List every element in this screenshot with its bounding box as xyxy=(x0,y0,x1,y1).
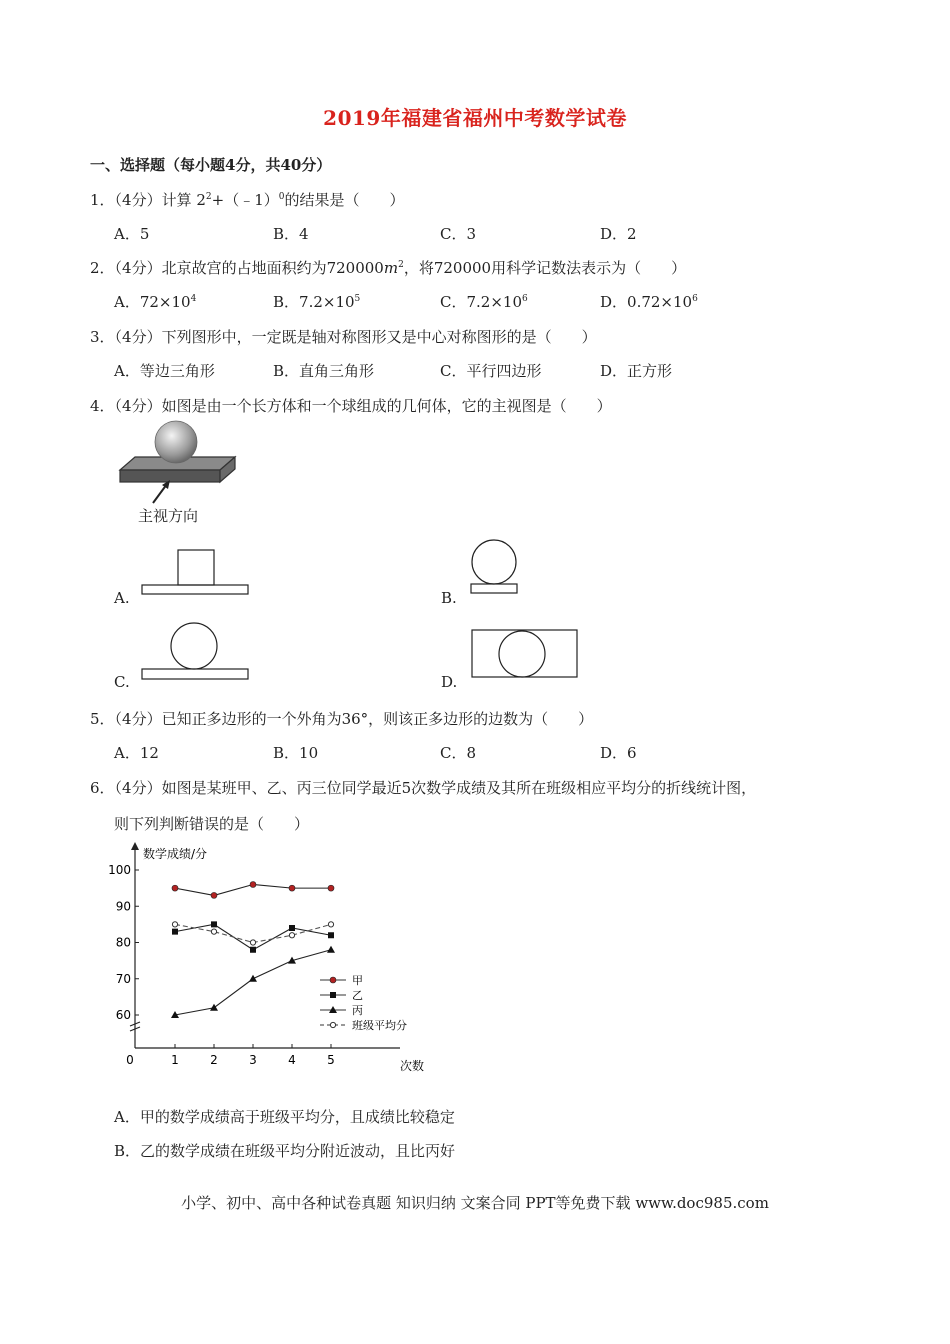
q1-sup1: 2 xyxy=(205,192,212,202)
data-point-s2-4 xyxy=(289,925,295,931)
x-tick-label: 2 xyxy=(210,1053,218,1067)
page-title: 2019年福建省福州中考数学试卷 xyxy=(323,106,627,130)
data-point-s2-2 xyxy=(211,921,217,927)
q1-option-c: C．3 xyxy=(440,225,477,243)
data-point-s2-1 xyxy=(172,929,178,935)
data-point-s4-3 xyxy=(250,940,255,945)
q4-option-d: D. xyxy=(441,673,458,691)
series-line-3 xyxy=(175,950,331,1015)
y-tick-label: 60 xyxy=(115,1008,131,1022)
q2-option-d: D．$0.72\times 10^6$ xyxy=(600,293,698,311)
q4-option-c: C. xyxy=(114,673,130,691)
q2-text-pre: 2．（4分）北京故宫的占地面积约为720000 xyxy=(90,259,384,277)
legend-marker-1 xyxy=(330,977,336,983)
question-3: 3．（4分）下列图形中，一定既是轴对称图形又是中心对称图形的是（ ） xyxy=(90,328,597,346)
q2-option-b: B．$7.2\times 10^5$ xyxy=(273,293,361,311)
y-tick-label: 80 xyxy=(115,935,131,950)
q2-option-c: C．$7.2\times 10^6$ xyxy=(440,293,528,311)
y-axis-label: 数学成绩/分 xyxy=(143,847,208,861)
data-point-s2-3 xyxy=(250,947,256,953)
legend-marker-4 xyxy=(330,1022,335,1027)
data-point-s4-2 xyxy=(211,929,216,934)
q4-option-b-figure xyxy=(468,538,523,598)
x-tick-label: 4 xyxy=(288,1053,296,1067)
q3-option-d: D．正方形 xyxy=(600,362,673,380)
legend-label-1: 甲 xyxy=(352,974,363,987)
q1-option-d: D．2 xyxy=(600,225,637,243)
q6-option-a: A．甲的数学成绩高于班级平均分，且成绩比较稳定 xyxy=(114,1108,455,1126)
data-point-s1-1 xyxy=(172,885,178,891)
q4-option-b: B. xyxy=(441,589,457,607)
data-point-s4-1 xyxy=(172,922,177,927)
x-tick-label: 3 xyxy=(249,1053,257,1067)
q1-option-a: A．5 xyxy=(114,225,150,243)
x-tick-label: 5 xyxy=(327,1053,335,1067)
q6-option-b: B．乙的数学成绩在班级平均分附近波动，且比丙好 xyxy=(114,1142,456,1160)
y-tick-label: 90 xyxy=(115,899,131,914)
data-point-s2-5 xyxy=(328,932,334,938)
q2-sup: 2 xyxy=(398,260,404,270)
legend-label-3: 丙 xyxy=(352,1004,363,1017)
section-heading: 一、选择题（每小题4分，共40分） xyxy=(90,156,332,174)
series-line-2 xyxy=(175,924,331,949)
q1-option-b: B．4 xyxy=(273,225,309,243)
data-point-s1-4 xyxy=(289,885,295,891)
q2-text-post: ，将720000用科学记数法表示为（ ） xyxy=(403,259,687,277)
x-axis-label: 次数 xyxy=(400,1059,425,1073)
q2-unit: m xyxy=(383,259,399,277)
y-tick-label: 70 xyxy=(115,971,131,986)
footer-text: 小学、初中、高中各种试卷真题 知识归纳 文案合同 PPT等免费下载 www.doc985.com xyxy=(181,1194,769,1212)
q3-option-c: C．平行四边形 xyxy=(440,362,542,380)
question-2 xyxy=(90,257,686,278)
q4-option-d-figure xyxy=(470,628,580,680)
q5-option-a: A．12 xyxy=(114,744,159,762)
q5-option-b: B．10 xyxy=(273,744,319,762)
q1-text-mid: +（﹣1） xyxy=(211,191,279,209)
question-1 xyxy=(90,189,405,210)
question-6-line1: 6．（4分）如图是某班甲、乙、丙三位同学最近5次数学成绩及其所在班级相应平均分的折线统计图， xyxy=(90,779,757,797)
data-point-s3-3 xyxy=(249,975,257,982)
data-point-s4-4 xyxy=(289,933,294,938)
data-point-s4-5 xyxy=(328,922,333,927)
y-axis-arrow xyxy=(131,842,139,850)
question-6-line2: 则下列判断错误的是（ ） xyxy=(114,815,310,833)
x-tick-label: 1 xyxy=(171,1053,179,1067)
q1-text-post: 的结果是（ ） xyxy=(284,191,405,209)
q4-option-c-figure xyxy=(142,622,252,682)
question-5: 5．（4分）已知正多边形的一个外角为36°，则该正多边形的边数为（ ） xyxy=(90,710,594,728)
q6-line-chart xyxy=(110,840,440,1080)
data-point-s1-2 xyxy=(211,892,217,898)
legend-label-2: 乙 xyxy=(352,989,363,1002)
q3-option-b: B．直角三角形 xyxy=(273,362,375,380)
y-tick-label: 100 xyxy=(108,863,131,877)
q1-sup2: 0 xyxy=(278,192,285,202)
data-point-s3-2 xyxy=(210,1004,218,1011)
data-point-s1-3 xyxy=(250,882,256,888)
data-point-s1-5 xyxy=(328,885,334,891)
q1-text-pre: 1．（4分）计算 2 xyxy=(90,191,206,209)
q2-option-a: A．$72\times 10^4$ xyxy=(114,293,197,311)
legend-label-4: 班级平均分 xyxy=(352,1019,407,1032)
legend-marker-2 xyxy=(330,992,336,998)
q5-option-c: C．8 xyxy=(440,744,477,762)
origin-label: 0 xyxy=(126,1053,134,1067)
data-point-s3-5 xyxy=(327,946,335,953)
view-direction-label: 主视方向 xyxy=(138,507,199,525)
question-4: 4．（4分）如图是由一个长方体和一个球组成的几何体，它的主视图是（ ） xyxy=(90,397,612,415)
q4-option-a: A. xyxy=(114,589,130,607)
q5-option-d: D．6 xyxy=(600,744,637,762)
q4-option-a-figure xyxy=(142,548,252,596)
q3-option-a: A．等边三角形 xyxy=(114,362,215,380)
